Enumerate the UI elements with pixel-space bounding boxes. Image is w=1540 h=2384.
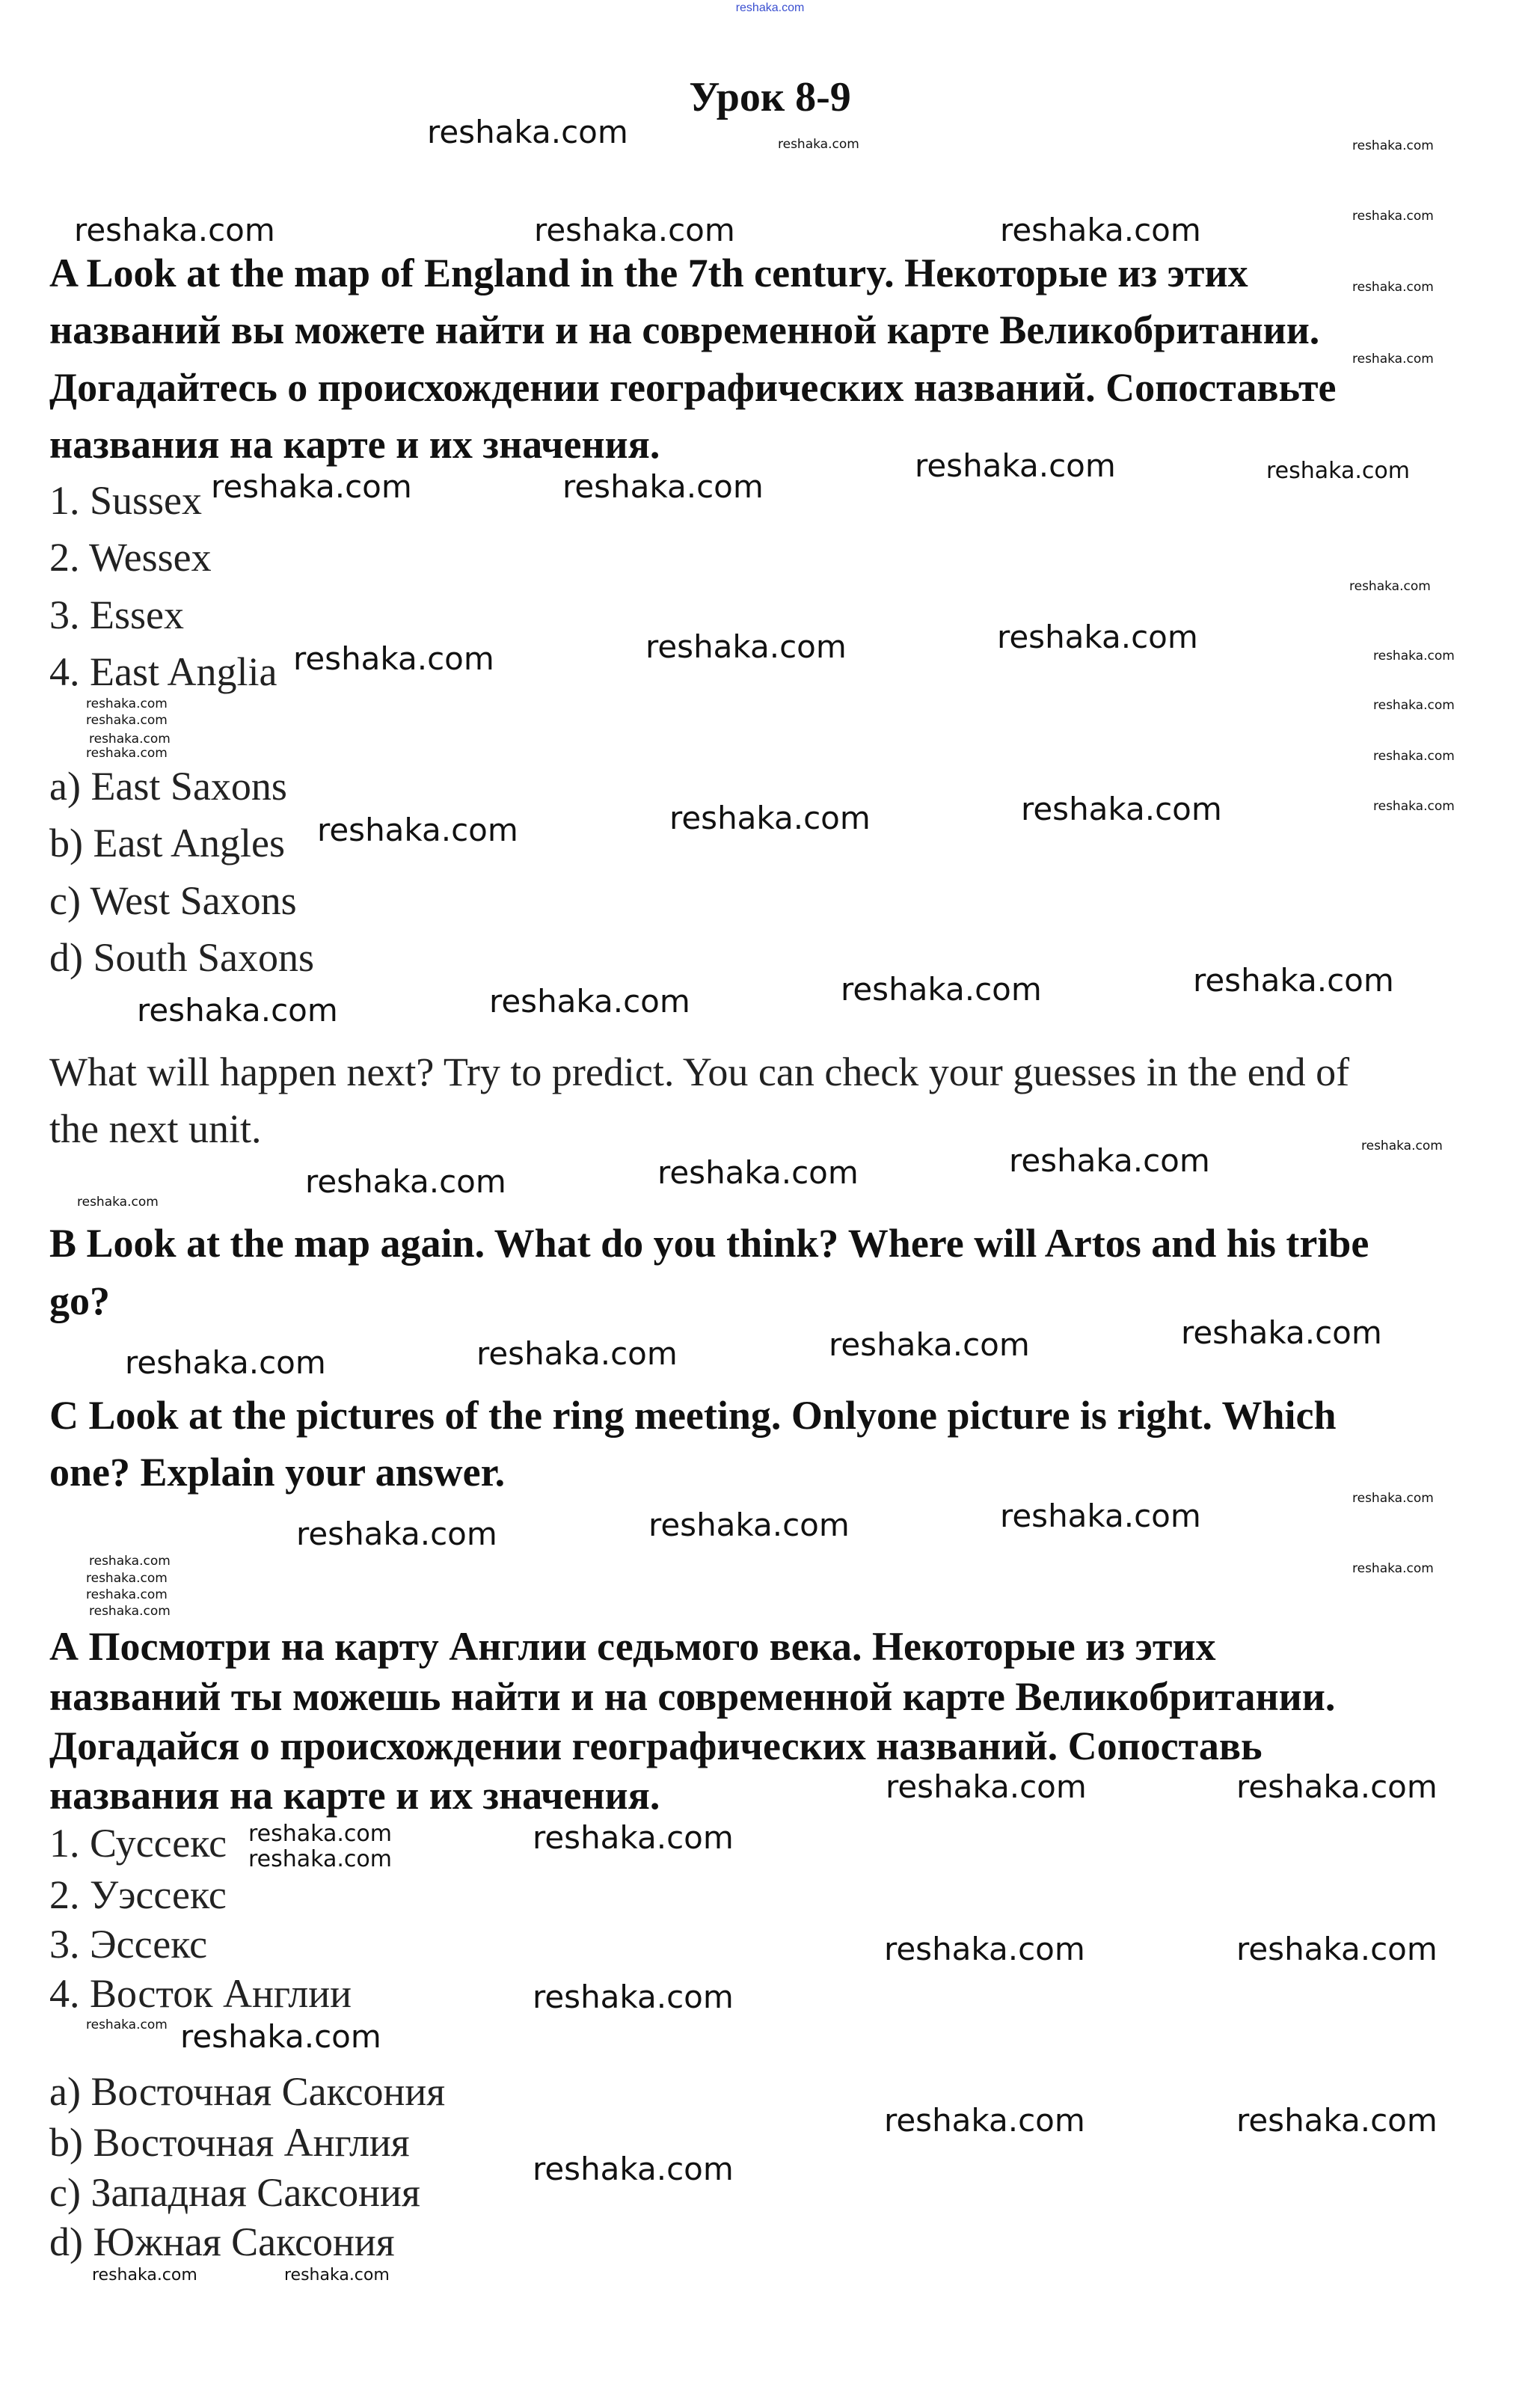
name-item-ru: 4. Восток Англии bbox=[49, 1971, 352, 2016]
meaning-item: d) South Saxons bbox=[49, 935, 315, 980]
watermark-text: reshaka.com bbox=[317, 812, 518, 848]
task-a-ru-line: А Посмотри на карту Англии седьмого века. Некоторые из этих bbox=[49, 1624, 1216, 1669]
watermark-text: reshaka.com bbox=[86, 1571, 168, 1586]
watermark-text: reshaka.com bbox=[841, 971, 1042, 1008]
watermark-text: reshaka.com bbox=[1349, 579, 1431, 594]
watermark-text: reshaka.com bbox=[829, 1326, 1030, 1363]
watermark-text: reshaka.com bbox=[1000, 1498, 1201, 1534]
watermark-text: reshaka.com bbox=[86, 2017, 168, 2032]
watermark-text: reshaka.com bbox=[86, 696, 168, 711]
watermark-text: reshaka.com bbox=[1021, 791, 1222, 827]
watermark-text: reshaka.com bbox=[427, 114, 628, 150]
task-a-ru-line: названий ты можешь найти и на современной карте Великобритании. bbox=[49, 1674, 1336, 1719]
watermark-text: reshaka.com bbox=[1236, 2102, 1438, 2139]
watermark-text: reshaka.com bbox=[1352, 1561, 1434, 1576]
watermark-text: reshaka.com bbox=[92, 2266, 197, 2285]
task-b-line: go? bbox=[49, 1278, 110, 1323]
watermark-text: reshaka.com bbox=[211, 468, 412, 505]
name-item: 1. Sussex bbox=[49, 478, 203, 523]
watermark-text: reshaka.com bbox=[657, 1154, 859, 1191]
meaning-item-ru: b) Восточная Англия bbox=[49, 2120, 410, 2165]
watermark-text: reshaka.com bbox=[533, 1979, 734, 2015]
page-title: Урок 8-9 bbox=[689, 74, 851, 120]
watermark-text: reshaka.com bbox=[1009, 1142, 1210, 1179]
task-a-en-line: Догадайтесь о происхождении географических названий. Сопоставьте bbox=[49, 365, 1337, 410]
watermark-text: reshaka.com bbox=[137, 992, 338, 1029]
name-item: 2. Wessex bbox=[49, 535, 212, 580]
predict-line: the next unit. bbox=[49, 1106, 262, 1151]
watermark-text: reshaka.com bbox=[1373, 649, 1455, 664]
task-a-en-line: названий вы можете найти и на современной карте Великобритании. bbox=[49, 307, 1320, 352]
watermark-text: reshaka.com bbox=[778, 137, 859, 152]
watermark-text: reshaka.com bbox=[997, 619, 1198, 655]
watermark-text: reshaka.com bbox=[248, 1821, 392, 1847]
watermark-text: reshaka.com bbox=[125, 1344, 326, 1381]
watermark-text: reshaka.com bbox=[1000, 212, 1201, 248]
name-item: 3. Essex bbox=[49, 592, 184, 637]
meaning-item-ru: a) Восточная Саксония bbox=[49, 2069, 446, 2114]
watermark-text: reshaka.com bbox=[180, 2018, 381, 2055]
watermark-text: reshaka.com bbox=[1373, 799, 1455, 814]
watermark-text: reshaka.com bbox=[74, 212, 275, 248]
header-link[interactable]: reshaka.com bbox=[735, 1, 805, 14]
watermark-text: reshaka.com bbox=[476, 1335, 678, 1372]
watermark-text: reshaka.com bbox=[86, 1587, 168, 1602]
watermark-text: reshaka.com bbox=[1236, 1931, 1438, 1967]
watermark-text: reshaka.com bbox=[884, 2102, 1085, 2139]
task-c-line: C Look at the pictures of the ring meeting. Onlyone picture is right. Which bbox=[49, 1393, 1337, 1438]
watermark-text: reshaka.com bbox=[648, 1507, 850, 1543]
meaning-item-ru: d) Южная Саксония bbox=[49, 2219, 395, 2264]
watermark-text: reshaka.com bbox=[884, 1931, 1085, 1967]
task-a-ru-line: названия на карте и их значения. bbox=[49, 1773, 660, 1818]
watermark-text: reshaka.com bbox=[86, 713, 168, 728]
watermark-text: reshaka.com bbox=[89, 1604, 171, 1619]
watermark-text: reshaka.com bbox=[534, 212, 735, 248]
watermark-text: reshaka.com bbox=[1373, 749, 1455, 764]
watermark-text: reshaka.com bbox=[284, 2266, 390, 2285]
watermark-text: reshaka.com bbox=[886, 1768, 1087, 1805]
task-a-en-line: названия на карте и их значения. bbox=[49, 422, 660, 467]
meaning-item-ru: c) Западная Саксония bbox=[49, 2170, 420, 2215]
task-a-en-line: A Look at the map of England in the 7th century. Некоторые из этих bbox=[49, 251, 1248, 295]
watermark-text: reshaka.com bbox=[86, 746, 168, 761]
watermark-text: reshaka.com bbox=[489, 983, 690, 1020]
name-item: 4. East Anglia bbox=[49, 649, 277, 694]
name-item-ru: 3. Эссекс bbox=[49, 1922, 208, 1967]
watermark-text: reshaka.com bbox=[89, 1554, 171, 1569]
watermark-text: reshaka.com bbox=[562, 468, 764, 505]
meaning-item: c) West Saxons bbox=[49, 878, 297, 923]
meaning-item: b) East Angles bbox=[49, 821, 285, 865]
watermark-text: reshaka.com bbox=[1352, 352, 1434, 367]
name-item-ru: 2. Уэссекс bbox=[49, 1872, 227, 1917]
watermark-text: reshaka.com bbox=[915, 447, 1116, 484]
task-c-line: one? Explain your answer. bbox=[49, 1450, 506, 1495]
task-b-line: B Look at the map again. What do you think? Where will Artos and his tribe bbox=[49, 1221, 1369, 1266]
watermark-text: reshaka.com bbox=[533, 2151, 734, 2187]
watermark-text: reshaka.com bbox=[248, 1846, 392, 1872]
watermark-text: reshaka.com bbox=[1352, 209, 1434, 224]
watermark-text: reshaka.com bbox=[89, 732, 171, 747]
watermark-text: reshaka.com bbox=[1193, 962, 1394, 999]
watermark-text: reshaka.com bbox=[669, 800, 871, 836]
predict-line: What will happen next? Try to predict. You can check your guesses in the end of bbox=[49, 1049, 1350, 1094]
watermark-text: reshaka.com bbox=[1352, 1491, 1434, 1506]
watermark-text: reshaka.com bbox=[1352, 280, 1434, 295]
watermark-text: reshaka.com bbox=[645, 628, 847, 665]
watermark-text: reshaka.com bbox=[1181, 1314, 1382, 1351]
watermark-text: reshaka.com bbox=[1236, 1768, 1438, 1805]
watermark-text: reshaka.com bbox=[533, 1819, 734, 1856]
watermark-text: reshaka.com bbox=[305, 1163, 506, 1200]
meaning-item: a) East Saxons bbox=[49, 764, 287, 809]
task-a-ru-line: Догадайся о происхождении географических названий. Сопоставь bbox=[49, 1723, 1263, 1768]
watermark-text: reshaka.com bbox=[293, 640, 494, 677]
watermark-text: reshaka.com bbox=[1373, 698, 1455, 713]
watermark-text: reshaka.com bbox=[1352, 138, 1434, 153]
watermark-text: reshaka.com bbox=[1266, 458, 1410, 484]
watermark-text: reshaka.com bbox=[1361, 1139, 1443, 1153]
watermark-text: reshaka.com bbox=[77, 1195, 159, 1210]
name-item-ru: 1. Суссекс bbox=[49, 1821, 227, 1866]
watermark-text: reshaka.com bbox=[296, 1516, 497, 1552]
